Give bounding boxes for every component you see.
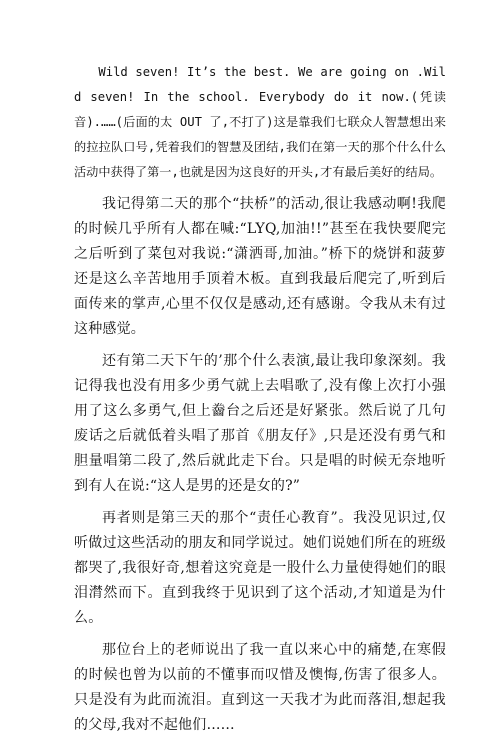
paragraph-1: Wild seven! It’s the best. We are going on .Wild seven! In the school. Everybody do it now.(凭读音).……(后面的太 OUT 了,不打了)这是靠我们七联众人智慧想出来的拉拉队口号,凭着我们的智慧及团结,我们在第一天的那个什么什么活动中获得了第一,也就是因为这良好的开头,才有最后美好的结局。 [74,65,446,179]
paragraph-3: 还有第二天下午的’那个什么表演,最让我印象深刻。我记得我也没有用多少勇气就上去唱歌了,没有像上次打小强用了这么多勇气,但上齤台之后还是好紧张。然后说了几句废话之后就低着头唱了那首《朋友仔》,只是还没有勇气和胆量唱第二段了,然后就此走下台。只是唱的时候无奈地听到有人在说:“这人是男的还是女的?” [74,353,446,494]
paragraph-2: 我记得第二天的那个“扶桥”的活动,很让我感动啊!我爬的时候几乎所有人都在喊:“LYQ,加油!!”甚至在我快要爬完之后听到了菜包对我说:“潇洒哥,加油。”桥下的烧饼和菠萝还是这么辛苦地用手顶着木板。直到我最后爬完了,听到后面传来的掌声,心里不仅仅是感动,还有感谢。令我从未有过这种感觉。 [74,196,446,337]
paragraph-5: 那位台上的老师说出了我一直以来心中的痛楚,在寒假的时候也曾为以前的不懂事而叹惜及懊悔,伤害了很多人。只是没有为此而流泪。直到这一天我才为此而落泪,想起我的父母,我对不起他们…… [74,642,446,733]
paragraph-4: 再者则是第三天的那个“责任心教育”。我没见识过,仅听做过这些活动的朋友和同学说过。她们说她们所在的班级都哭了,我很好奇,想着这究竟是一股什么力量使得她们的眼泪潸然而下。直到我终于见识到了这个活动,才知道是为什么。 [74,510,446,626]
essay-body [74,60,446,745]
